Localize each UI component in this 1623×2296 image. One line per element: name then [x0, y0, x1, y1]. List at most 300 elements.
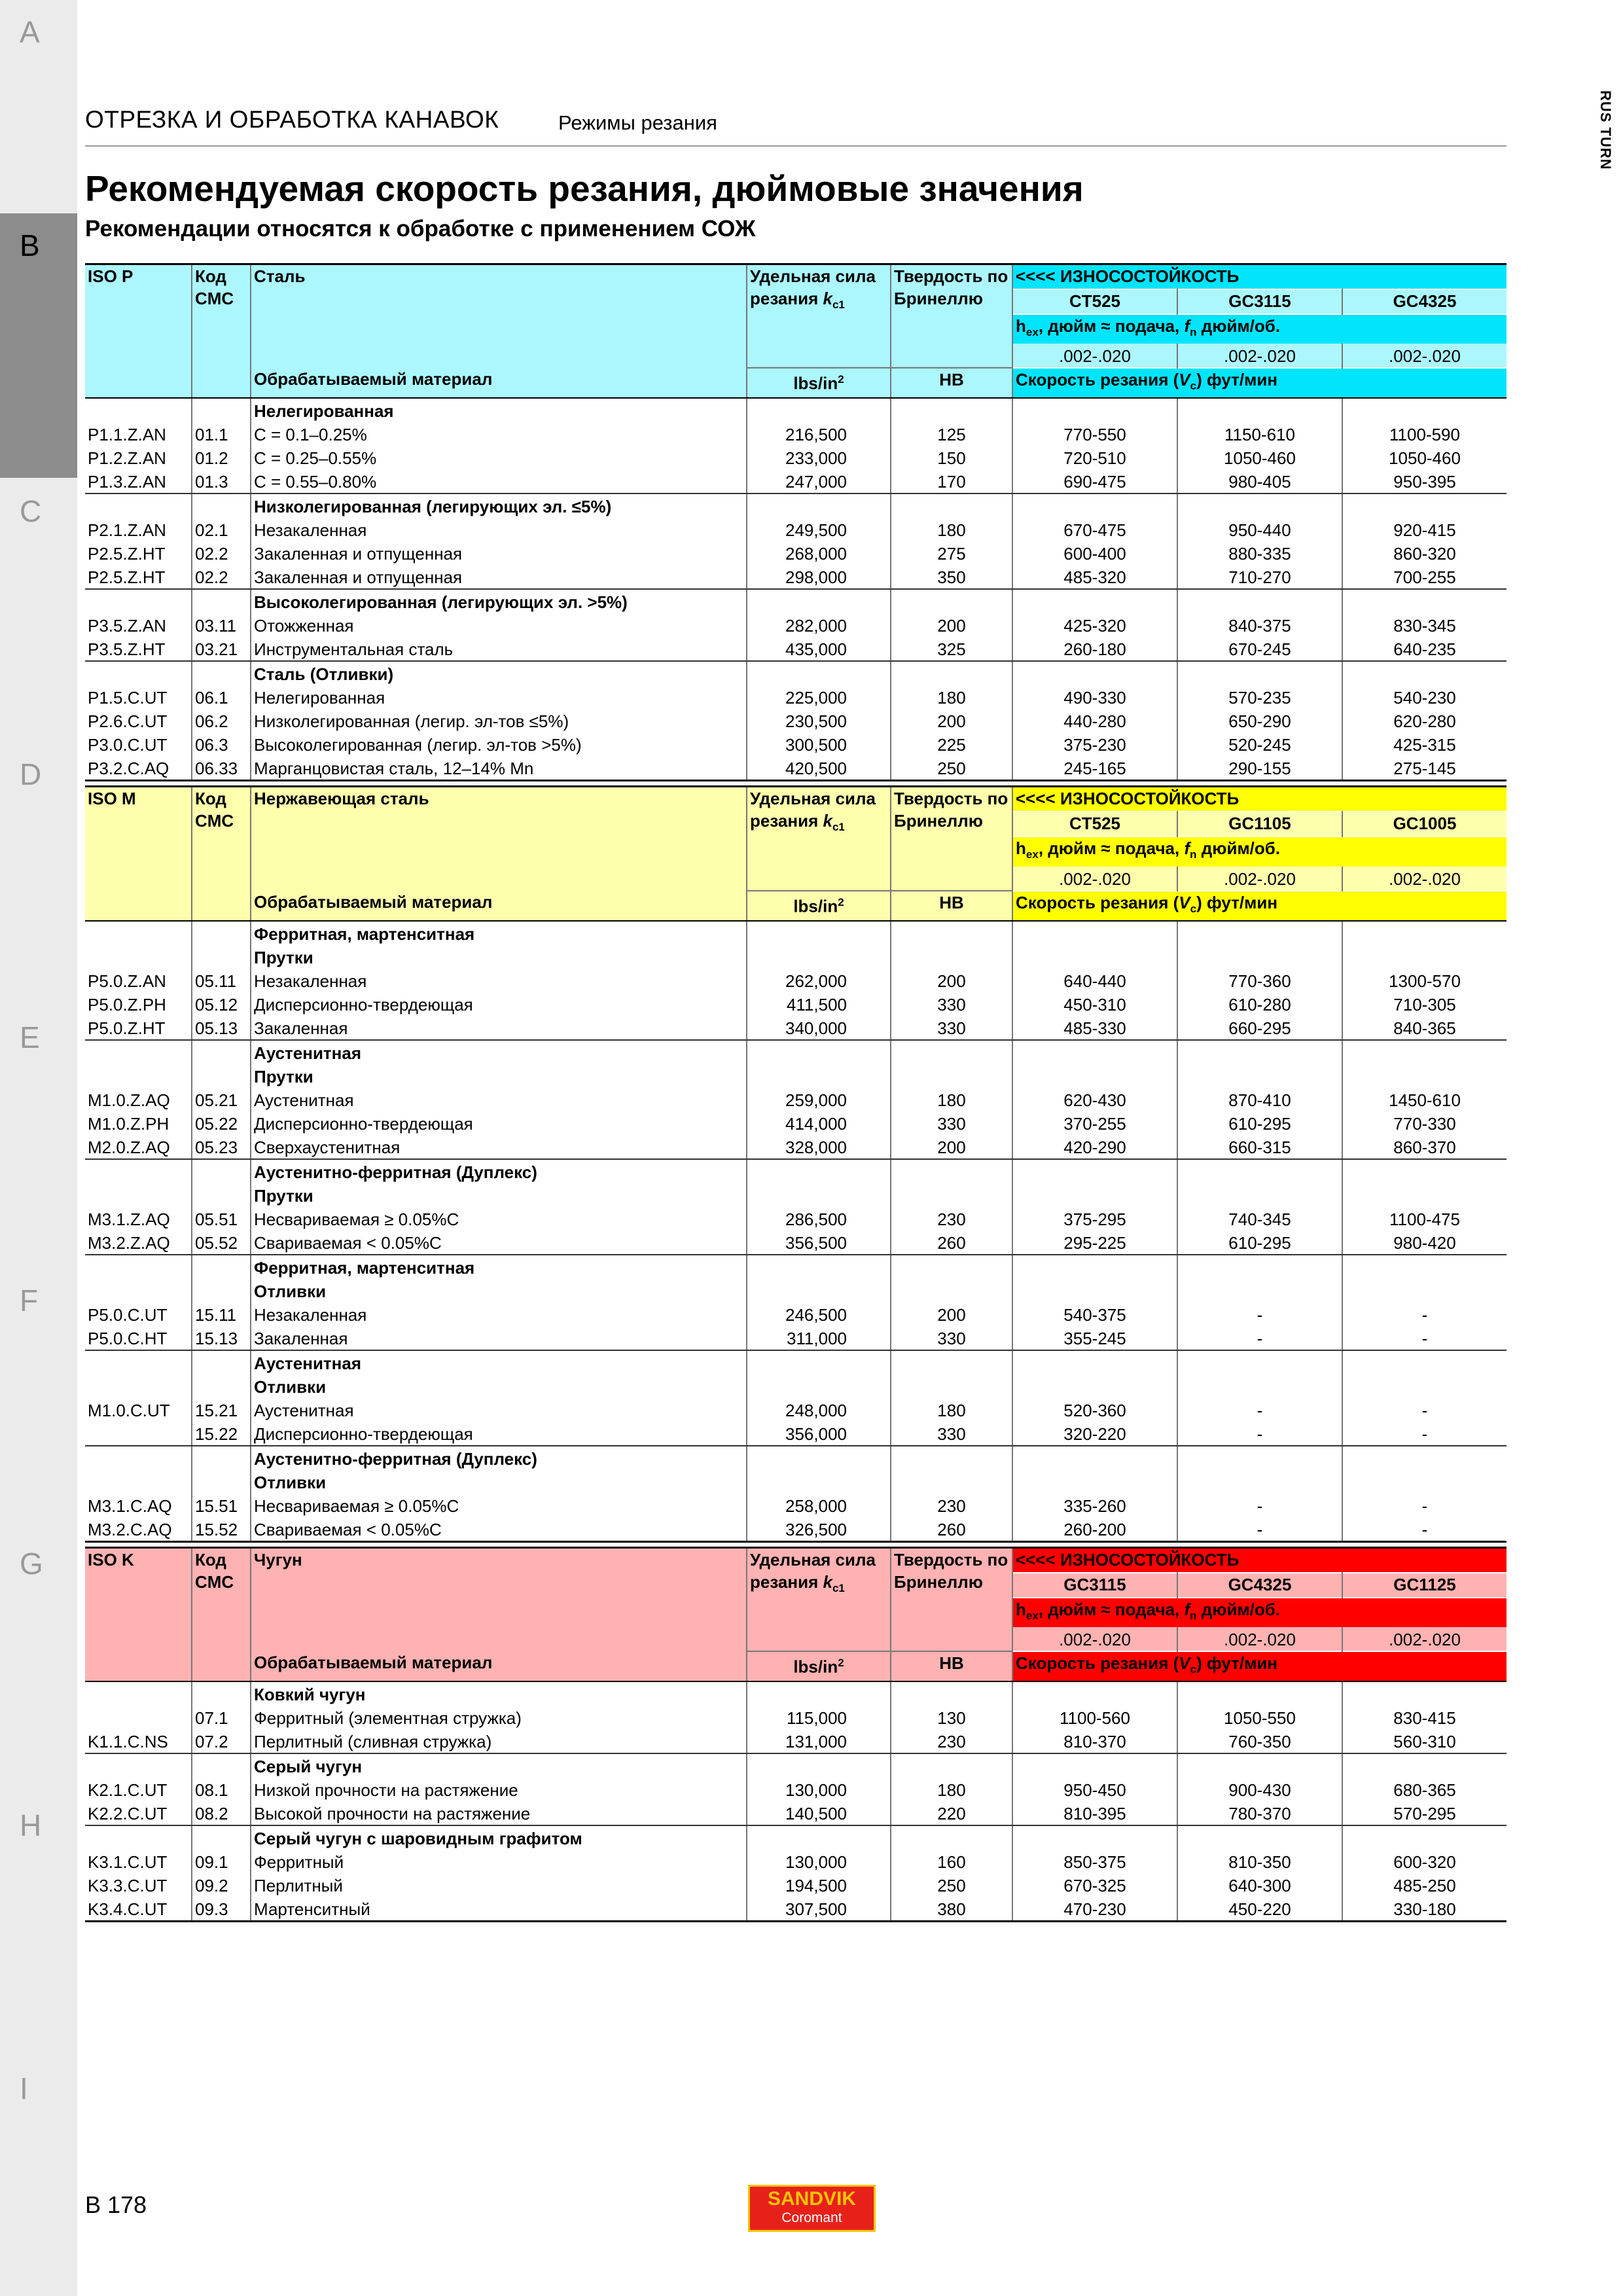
speed-3: 830-415 — [1393, 1708, 1456, 1729]
empty-cell — [747, 1159, 891, 1183]
feed-range: .002-.020 — [1177, 1627, 1342, 1651]
empty-cell — [85, 493, 192, 518]
speed-2: 740-345 — [1177, 1207, 1342, 1230]
speed-2: 610-280 — [1177, 992, 1342, 1016]
empty-cell — [1012, 589, 1177, 613]
empty-cell — [1177, 1183, 1342, 1207]
kc-symbol: k — [823, 289, 832, 308]
empty-cell — [1177, 921, 1342, 945]
empty-cell — [192, 945, 251, 969]
speed-2: 710-270 — [1177, 565, 1342, 589]
speed-3: 1100-475 — [1389, 1209, 1460, 1229]
speed-1: 485-330 — [1012, 1016, 1177, 1040]
cmc-code: 15.11 — [192, 1302, 251, 1326]
specific-force: 131,000 — [747, 1729, 891, 1753]
empty-cell — [85, 1040, 192, 1064]
table-row — [85, 446, 1507, 469]
feed-range: .002-.020 — [1012, 867, 1177, 891]
specific-force: 298,000 — [747, 565, 891, 589]
material: Свариваемая < 0.05%C — [251, 1517, 747, 1542]
empty-cell — [1342, 1255, 1507, 1279]
cmc-code: 05.11 — [192, 969, 251, 992]
speed-1: 370-255 — [1012, 1111, 1177, 1135]
empty-cell — [891, 1350, 1012, 1374]
table-row — [85, 1111, 1507, 1135]
table-row — [85, 1706, 1507, 1729]
empty-cell — [1177, 1064, 1342, 1088]
empty-cell — [891, 661, 1012, 685]
material: Несвариваемая ≥ 0.05%C — [251, 1494, 747, 1517]
section-tab-d[interactable] — [0, 742, 77, 1004]
empty-cell — [85, 1681, 192, 1706]
hardness-header — [891, 787, 1012, 891]
empty-cell — [1177, 1159, 1342, 1183]
speed-1: 260-180 — [1012, 637, 1177, 661]
mc-code: M3.2.Z.AQ — [85, 1230, 192, 1255]
empty-cell — [1342, 1374, 1507, 1398]
cmc-code: 06.2 — [192, 709, 251, 732]
material: Закаленная — [251, 1016, 747, 1040]
mc-code: M2.0.Z.AQ — [85, 1135, 192, 1159]
material-subgroup-title: Сталь (Отливки) — [251, 661, 747, 685]
section-tab-letter: A — [20, 15, 40, 49]
material-column-title: Обрабатываемый материал — [251, 891, 747, 921]
feed-symbol: f — [1184, 838, 1190, 859]
speed-1: 720-510 — [1012, 446, 1177, 469]
cmc-header-line1: Код — [195, 1549, 226, 1570]
section-tab-b[interactable] — [0, 213, 77, 478]
section-tab-c[interactable] — [0, 479, 77, 741]
table-row — [85, 518, 1507, 541]
kc-symbol: k — [823, 1571, 832, 1592]
mc-code: M3.2.C.AQ — [85, 1517, 192, 1542]
material: Низколегированная (легир. эл-тов ≤5%) — [251, 709, 747, 732]
material: C = 0.55–0.80% — [251, 469, 747, 493]
empty-cell — [1342, 1064, 1507, 1088]
empty-cell — [1177, 1681, 1342, 1706]
empty-cell — [1177, 1279, 1342, 1302]
table-row — [85, 1778, 1507, 1801]
speed-2: 770-360 — [1177, 969, 1342, 992]
speed-2: 870-410 — [1177, 1088, 1342, 1111]
speed-3: - — [1342, 1326, 1507, 1350]
section-tab-letter: F — [20, 1283, 39, 1318]
speed-1: 260-200 — [1012, 1517, 1177, 1542]
mc-code: K3.3.C.UT — [85, 1873, 192, 1897]
material-subgroup-title: Ферритная, мартенситная — [251, 921, 747, 945]
hb-line2: Бринеллю — [894, 1571, 983, 1592]
speed-1: 670-325 — [1012, 1873, 1177, 1897]
speed-3: 860-320 — [1393, 544, 1456, 564]
material-subgroup-title: Серый чугун с шаровидным графитом — [251, 1825, 747, 1850]
empty-cell — [1012, 1681, 1177, 1706]
kc-unit-sup: 2 — [838, 1656, 844, 1669]
hb-unit: HB — [891, 891, 1012, 921]
hex-symbol: h — [1016, 316, 1026, 336]
speed-2: 780-370 — [1177, 1801, 1342, 1825]
material: Несвариваемая ≥ 0.05%C — [251, 1207, 747, 1230]
hardness: 230 — [891, 1207, 1012, 1230]
speed-3: 330-180 — [1342, 1897, 1507, 1922]
material: Закаленная и отпущенная — [251, 541, 747, 565]
mc-code: K3.1.C.UT — [85, 1850, 192, 1873]
material-subgroup-title: Аустенитная — [251, 1350, 747, 1374]
cutting-speed-table — [85, 263, 1507, 1922]
material-subgroup-row — [85, 1159, 1507, 1183]
section-tab-e[interactable] — [0, 1005, 77, 1267]
table-row — [85, 1207, 1507, 1230]
empty-cell — [1177, 1470, 1342, 1494]
kc-unit-sup: 2 — [838, 373, 844, 386]
empty-cell — [747, 1350, 891, 1374]
specific-force: 268,000 — [747, 541, 891, 565]
speed-2: 610-295 — [1177, 1111, 1342, 1135]
empty-cell — [891, 1753, 1012, 1778]
empty-cell — [1177, 1350, 1342, 1374]
speed-3: 1300-570 — [1389, 971, 1461, 991]
speed-symbol: V — [1179, 892, 1190, 912]
mc-code: P5.0.C.UT — [85, 1302, 192, 1326]
empty-cell — [891, 1374, 1012, 1398]
specific-force: 130,000 — [747, 1850, 891, 1873]
empty-cell — [1342, 921, 1507, 945]
empty-cell — [1012, 1255, 1177, 1279]
table-row — [85, 1302, 1507, 1326]
hb-line1: Твердость по — [894, 1549, 1008, 1570]
empty-cell — [1342, 1350, 1507, 1374]
table-row — [85, 613, 1507, 637]
material-subgroup-title: Прутки — [251, 945, 747, 969]
speed-3: 275-145 — [1342, 756, 1507, 781]
empty-cell — [747, 1681, 891, 1706]
speed-1: 770-550 — [1012, 422, 1177, 446]
hardness-header — [891, 264, 1012, 368]
feed-range: .002-.020 — [1342, 344, 1507, 368]
specific-force: 414,000 — [747, 1111, 891, 1135]
empty-cell — [891, 945, 1012, 969]
speed-2: 660-315 — [1177, 1135, 1342, 1159]
hardness: 250 — [891, 756, 1012, 781]
empty-cell — [85, 661, 192, 685]
cmc-code: 08.2 — [192, 1801, 251, 1825]
empty-cell — [85, 1279, 192, 1302]
cmc-code: 02.2 — [192, 541, 251, 565]
kc-unit — [747, 1651, 891, 1681]
table-row — [85, 709, 1507, 732]
empty-cell — [891, 921, 1012, 945]
speed-subscript: c — [1190, 902, 1197, 915]
empty-cell — [1012, 1825, 1177, 1850]
empty-cell — [891, 1279, 1012, 1302]
wear-resistance-bar: <<<< ИЗНОСОСТОЙКОСТЬ — [1012, 264, 1507, 290]
material-group-name: Сталь — [251, 264, 747, 368]
empty-cell — [1177, 1040, 1342, 1064]
material: Перлитный — [251, 1873, 747, 1897]
specific-force: 435,000 — [747, 637, 891, 661]
specific-force: 115,000 — [747, 1706, 891, 1729]
kc-unit-text: lbs/in — [793, 1657, 838, 1677]
feed-range: .002-.020 — [1177, 344, 1342, 368]
mc-code: K3.4.C.UT — [85, 1897, 192, 1922]
section-header-row — [85, 264, 1507, 290]
speed-2: 1150-610 — [1177, 422, 1342, 446]
specific-force: 340,000 — [747, 1016, 891, 1040]
page-subtitle: Рекомендации относятся к обработке с применением СОЖ — [85, 216, 756, 242]
speed-2: - — [1177, 1326, 1342, 1350]
empty-cell — [891, 1064, 1012, 1088]
specific-force-header — [747, 787, 891, 891]
specific-force: 140,500 — [747, 1801, 891, 1825]
mc-code: P1.2.Z.AN — [85, 446, 192, 469]
kc-line2: резания — [750, 289, 823, 308]
speed-2: 640-300 — [1177, 1873, 1342, 1897]
speed-symbol: V — [1179, 370, 1190, 390]
empty-cell — [192, 1825, 251, 1850]
empty-cell — [1342, 398, 1507, 422]
mc-code: P5.0.Z.PH — [85, 992, 192, 1016]
cmc-code: 15.21 — [192, 1398, 251, 1422]
empty-cell — [891, 1255, 1012, 1279]
section-tab-letter: E — [20, 1020, 40, 1054]
mc-code: M1.0.Z.PH — [85, 1111, 192, 1135]
empty-cell — [747, 1470, 891, 1494]
material: Сверхаустенитная — [251, 1135, 747, 1159]
specific-force: 328,000 — [747, 1135, 891, 1159]
material-subgroup-title: Прутки — [251, 1183, 747, 1207]
cmc-code: 07.2 — [192, 1729, 251, 1753]
mc-code: P3.5.Z.HT — [85, 637, 192, 661]
section-tab-g[interactable] — [0, 1532, 77, 1792]
column-title-row — [85, 368, 1507, 398]
kc-unit — [747, 368, 891, 398]
logo-brand: SANDVIK — [767, 2188, 856, 2210]
speed-2: 660-295 — [1177, 1016, 1342, 1040]
speed-3: 830-345 — [1393, 616, 1456, 636]
mc-code: P5.0.C.HT — [85, 1326, 192, 1350]
material: Дисперсионно-твердеющая — [251, 1111, 747, 1135]
mc-code: P1.1.Z.AN — [85, 422, 192, 446]
hardness: 260 — [891, 1230, 1012, 1255]
hb-line2: Бринеллю — [894, 289, 983, 308]
empty-cell — [192, 589, 251, 613]
material-subgroup-row — [85, 1753, 1507, 1778]
material: Свариваемая < 0.05%C — [251, 1230, 747, 1255]
cmc-header-line2: CMC — [195, 1571, 234, 1592]
cmc-code: 09.3 — [192, 1897, 251, 1922]
empty-cell — [1012, 921, 1177, 945]
mc-code: P2.6.C.UT — [85, 709, 192, 732]
specific-force: 194,500 — [747, 1873, 891, 1897]
chapter-title: ОТРЕЗКА И ОБРАБОТКА КАНАВОК — [85, 106, 499, 133]
hardness: 220 — [891, 1801, 1012, 1825]
speed-2: 650-290 — [1177, 709, 1342, 732]
speed-3: 620-280 — [1393, 711, 1456, 732]
empty-cell — [192, 1374, 251, 1398]
empty-cell — [747, 661, 891, 685]
empty-cell — [1012, 493, 1177, 518]
speed-3: 425-315 — [1393, 735, 1456, 755]
feed-caption — [1012, 314, 1507, 344]
section-tab-letter: B — [20, 228, 40, 262]
speed-2: 520-245 — [1177, 732, 1342, 756]
cmc-code: 01.2 — [192, 446, 251, 469]
material-subgroup-row — [85, 1255, 1507, 1279]
table-row — [85, 1850, 1507, 1873]
empty-cell — [192, 1681, 251, 1706]
material: Дисперсионно-твердеющая — [251, 1422, 747, 1446]
material-subgroup-title: Аустенитно-ферритная (Дуплекс) — [251, 1159, 747, 1183]
grade-label: GC1125 — [1342, 1573, 1507, 1598]
cmc-header-line1: Код — [195, 789, 226, 809]
speed-3: - — [1421, 1304, 1428, 1325]
feed-subscript: n — [1190, 848, 1197, 861]
empty-cell — [891, 1159, 1012, 1183]
speed-3: 950-395 — [1342, 469, 1507, 493]
speed-1: 355-245 — [1012, 1326, 1177, 1350]
speed-1: 470-230 — [1012, 1897, 1177, 1922]
speed-text-a: Скорость резания ( — [1016, 1653, 1179, 1673]
grade-label: GC4325 — [1342, 289, 1507, 314]
empty-cell — [747, 398, 891, 422]
empty-cell — [1342, 1446, 1507, 1470]
section-gap-cell — [85, 781, 1507, 787]
mc-code: K2.2.C.UT — [85, 1801, 192, 1825]
empty-cell — [1342, 1183, 1507, 1207]
specific-force: 130,000 — [747, 1778, 891, 1801]
empty-cell — [747, 1279, 891, 1302]
language-tag: RUS TURN — [1597, 90, 1614, 170]
speed-text-a: Скорость резания ( — [1016, 892, 1179, 912]
section-tab-letter: I — [20, 2072, 28, 2106]
speed-3: 840-365 — [1342, 1016, 1507, 1040]
hardness: 180 — [891, 685, 1012, 709]
speed-1: 540-375 — [1012, 1302, 1177, 1326]
mc-code — [85, 1422, 192, 1446]
speed-caption — [1012, 1651, 1507, 1681]
mc-code: M3.1.C.AQ — [85, 1494, 192, 1517]
material-subgroup-title: Нелегированная — [251, 398, 747, 422]
speed-text-b: ) фут/мин — [1196, 370, 1278, 390]
speed-text-a: Скорость резания ( — [1016, 370, 1179, 390]
material-subgroup-title: Отливки — [251, 1374, 747, 1398]
specific-force-header — [747, 1547, 891, 1651]
hardness: 200 — [891, 1302, 1012, 1326]
logo-sub: Coromant — [781, 2210, 842, 2225]
material: Отожженная — [251, 613, 747, 637]
specific-force: 249,500 — [747, 518, 891, 541]
hardness: 380 — [891, 1897, 1012, 1922]
speed-1: 520-360 — [1012, 1398, 1177, 1422]
specific-force: 262,000 — [747, 969, 891, 992]
table-row — [85, 541, 1507, 565]
material-subgroup-title: Серый чугун — [251, 1753, 747, 1778]
cmc-code: 05.52 — [192, 1230, 251, 1255]
hex-subscript: ex — [1026, 1609, 1039, 1622]
hardness: 330 — [891, 1422, 1012, 1446]
material-subgroup-title: Ферритная, мартенситная — [251, 1255, 747, 1279]
empty-cell — [1342, 1279, 1507, 1302]
speed-1: 670-475 — [1012, 518, 1177, 541]
empty-cell — [747, 1064, 891, 1088]
material: Мартенситный — [251, 1897, 747, 1922]
empty-cell — [1177, 945, 1342, 969]
section-sidebar — [0, 0, 77, 2296]
hb-line1: Твердость по — [894, 266, 1008, 286]
speed-2: 610-295 — [1177, 1230, 1342, 1255]
speed-subscript: c — [1190, 1663, 1197, 1676]
empty-cell — [891, 398, 1012, 422]
table-row — [85, 969, 1507, 992]
material: Низкой прочности на растяжение — [251, 1778, 747, 1801]
mc-code: P2.5.Z.HT — [85, 541, 192, 565]
table-row — [85, 1517, 1507, 1542]
hex-text: , дюйм ≈ подача, — [1038, 316, 1185, 336]
speed-1: 375-295 — [1012, 1207, 1177, 1230]
empty-cell — [192, 661, 251, 685]
empty-cell — [192, 1350, 251, 1374]
chapter-subtitle: Режимы резания — [558, 111, 717, 134]
section-tab-a[interactable] — [0, 0, 77, 212]
hardness-header — [891, 1547, 1012, 1651]
section-tab-i[interactable] — [0, 2056, 77, 2296]
table-row — [85, 1135, 1507, 1159]
material: C = 0.25–0.55% — [251, 446, 747, 469]
cmc-code: 09.1 — [192, 1850, 251, 1873]
material-subgroup-title: Ковкий чугун — [251, 1681, 747, 1706]
feed-subscript: n — [1190, 326, 1197, 339]
material: Перлитный (сливная стружка) — [251, 1729, 747, 1753]
kc-line1: Удельная сила — [750, 1549, 876, 1570]
empty-cell — [192, 1753, 251, 1778]
speed-2: 1050-550 — [1177, 1706, 1342, 1729]
empty-cell — [192, 493, 251, 518]
empty-cell — [1177, 589, 1342, 613]
cmc-code: 02.1 — [192, 518, 251, 541]
empty-cell — [747, 1374, 891, 1398]
feed-symbol: f — [1184, 1599, 1190, 1619]
empty-cell — [891, 1681, 1012, 1706]
cmc-code: 07.1 — [192, 1706, 251, 1729]
section-tab-h[interactable] — [0, 1793, 77, 2055]
speed-1: 600-400 — [1012, 541, 1177, 565]
speed-1: 640-440 — [1012, 969, 1177, 992]
empty-cell — [192, 1183, 251, 1207]
empty-cell — [891, 589, 1012, 613]
speed-3: 710-305 — [1393, 994, 1456, 1014]
empty-cell — [1012, 398, 1177, 422]
section-tab-f[interactable] — [0, 1268, 77, 1530]
material-subgroup-row — [85, 1470, 1507, 1494]
empty-cell — [1012, 1159, 1177, 1183]
feed-symbol: f — [1184, 316, 1190, 336]
specific-force: 307,500 — [747, 1897, 891, 1922]
feed-range: .002-.020 — [1012, 1627, 1177, 1651]
empty-cell — [1177, 1446, 1342, 1470]
hardness: 200 — [891, 709, 1012, 732]
material-subgroup-row — [85, 1446, 1507, 1470]
hardness: 275 — [891, 541, 1012, 565]
kc-symbol: k — [823, 811, 832, 831]
empty-cell — [192, 1446, 251, 1470]
hardness: 160 — [891, 1850, 1012, 1873]
speed-1: 490-330 — [1012, 685, 1177, 709]
empty-cell — [1012, 1064, 1177, 1088]
speed-3: 1050-460 — [1389, 448, 1461, 469]
material-subgroup-title: Отливки — [251, 1470, 747, 1494]
empty-cell — [192, 398, 251, 422]
iso-label: ISO P — [85, 264, 192, 399]
speed-3: 860-370 — [1342, 1135, 1507, 1159]
